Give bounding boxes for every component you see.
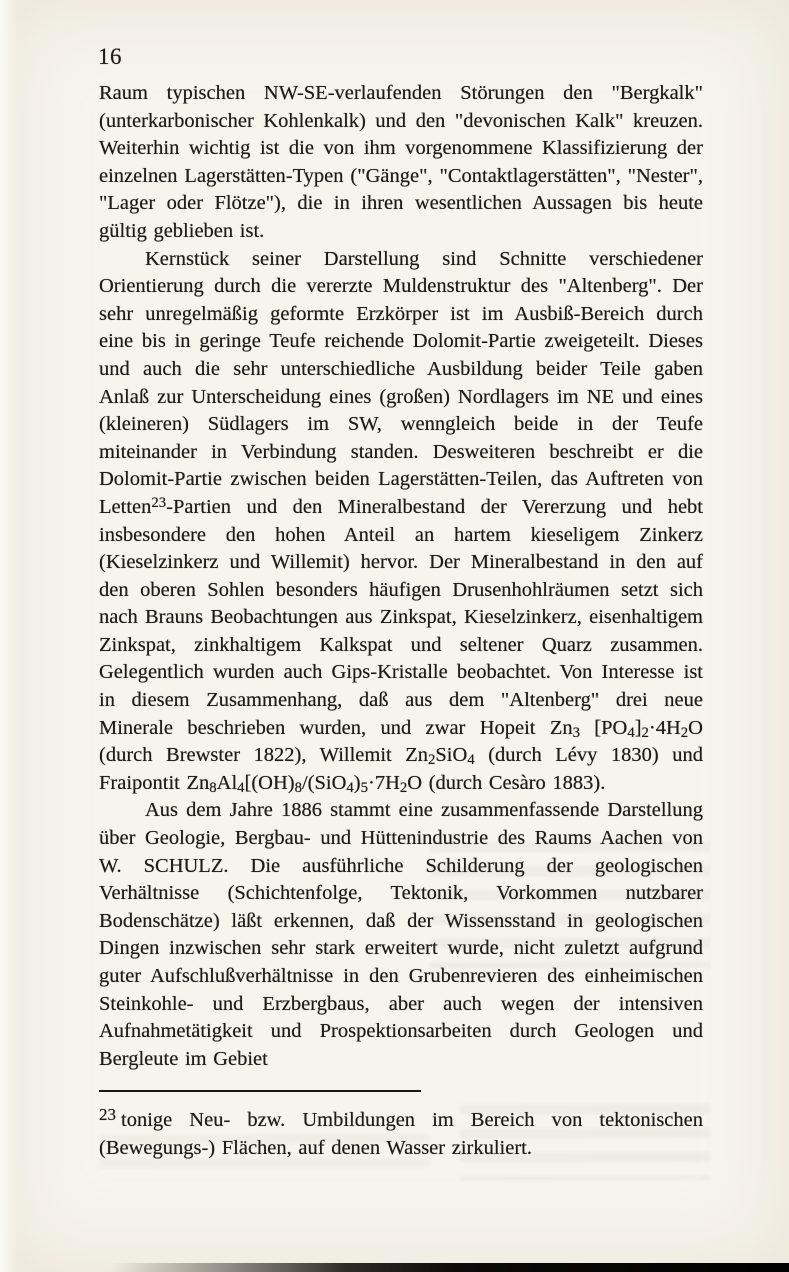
footnote-separator-rule <box>99 1090 421 1092</box>
paragraph-3: Aus dem Jahre 1886 stammt eine zusammenfassende Darstellung über Geologie, Bergbau- und Hüttenindustrie des Raums Aachen von W. SCHULZ. Die ausführliche Schilderung der geologischen Verhältnisse (Schichtenfolge, Tektonik, Vorkommen nutzbarer Bodenschätze) läßt erkennen, daß der Wissensstand in geologischen Dingen inzwischen sehr stark erweitert wurde, nicht zuletzt aufgrund guter Aufschlußverhältnisse in den Grubenrevieren des einheimischen Steinkohle- und Erzbergbaus, aber auch wegen der intensiven Aufnahmetätigkeit und Prospektionsarbeiten durch Geologen und Bergleute im Gebiet <box>99 799 703 1070</box>
footnote-text <box>99 1101 703 1162</box>
footnote <box>99 1090 703 1162</box>
scan-edge-artifact <box>0 1263 789 1272</box>
body-text-block <box>99 80 703 1163</box>
page-number: 16 <box>98 44 122 69</box>
paragraph-2: Kernstück seiner Darstellung sind Schnitte verschiedener Orientierung durch die vererzte Muldenstruktur des "Altenberg". Der sehr unregelmäßig geformte Erzkörper ist im Ausbiß-Bereich durch eine bis in geringe Teufe reichende Dolomit-Partie zweigeteilt. Dieses und auch die sehr unterschiedliche Ausbildung beider Teile gaben Anlaß zur Unterscheidung eines (großen) Nordlagers im NE und eines (kleineren) Südlagers im SW, wenngleich beide in der Teufe miteinander in Verbindung standen. Desweiteren beschreibt er die Dolomit-Partie zwischen beiden Lagerstätten-Teilen, das Auftreten von Letten$^{23}$-Partien und den Mineralbestand der Vererzung und hebt insbesondere den hohen Anteil an hartem kieseligem Zinkerz (Kieselzinkerz und Willemit) hervor. Der Mineralbestand in den auf den oberen Sohlen besonders häufigen Drusenhohlräumen setzt sich nach Brauns Beobachtungen aus Zinkspat, Kieselzinkerz, eisenhaltigem Zinkspat, zinkhaltigem Kalkspat und seltener Quarz zusammen. Gelegentlich wurden auch Gips-Kristalle beobachtet. Von Interesse ist in diesem Zusammenhang, daß aus dem "Altenberg" drei neue Minerale beschrieben wurden, und zwar Hopeit $Zn_3$ $[PO_4]_2\cdot 4H_2O$ (durch Brewster 1822), Willemit $Zn_2SiO_4$ (durch Lévy 1830) und Fraipontit $Zn_8Al_4[(OH)_8/(SiO_4)_5\cdot 7H_2O$ (durch Cesàro 1883). <box>99 247 703 797</box>
footnote-marker: 23 <box>99 1105 116 1125</box>
paragraph-1: Raum typischen NW-SE-verlaufenden Störungen den "Bergkalk" (unterkarbonischer Kohlenkalk) und den "devonischen Kalk" kreuzen. Weiterhin wichtig ist die von ihm vorgenommene Klassifizierung der einzelnen Lagerstätten-Typen ("Gänge", "Contaktlagerstätten", "Nester", "Lager oder Flötze"), die in ihren wesentlichen Aussagen bis heute gültig geblieben ist. <box>99 82 703 242</box>
footnote-body: tonige Neu- bzw. Umbildungen im Bereich von tektonischen (Bewegungs-) Flächen, auf denen Wasser zirkuliert. <box>99 1109 703 1159</box>
